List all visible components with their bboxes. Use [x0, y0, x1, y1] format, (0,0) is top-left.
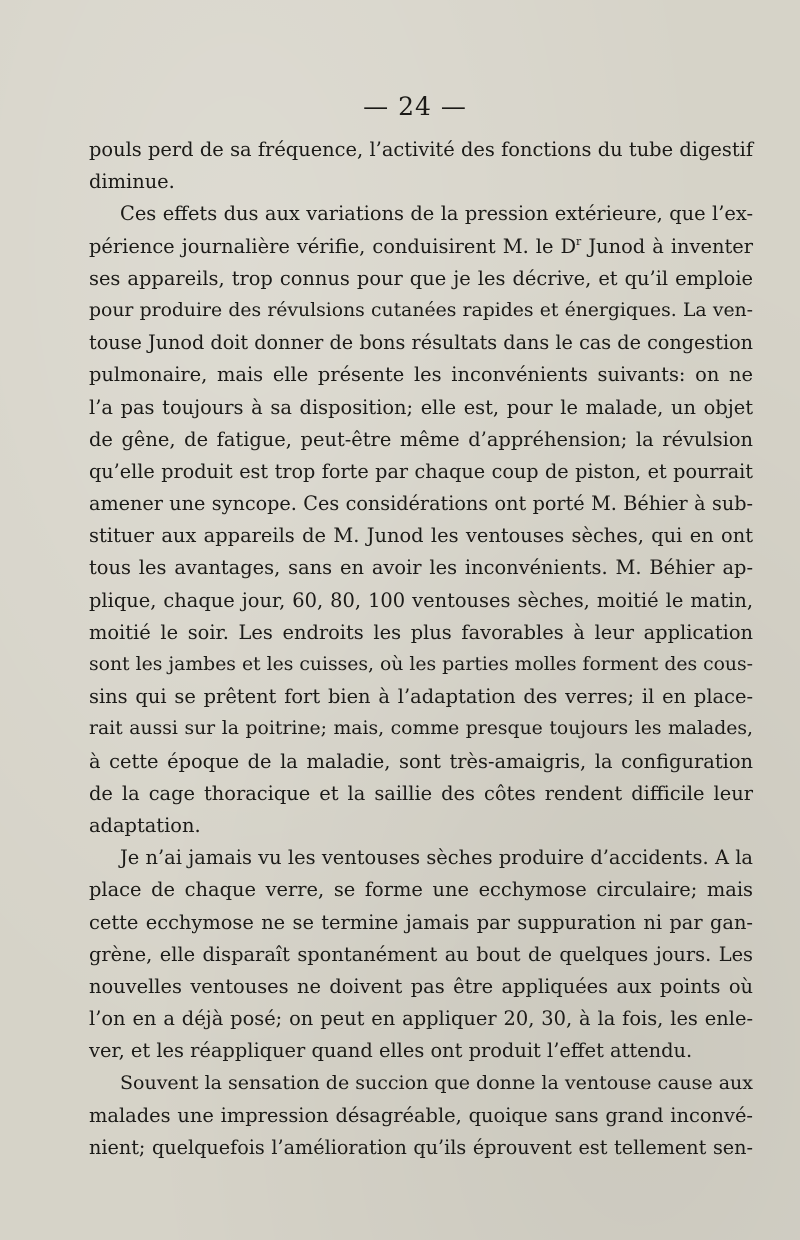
text-line	[89, 746, 753, 778]
text-line-content: Souvent la sensation de succion que donne la ventouse cause aux	[120, 1072, 753, 1095]
text-line	[89, 617, 753, 649]
text-line-content: touse Junod doit donner de bons résultats dans le cas de congestion	[89, 331, 753, 355]
text-line-continuation: Junod à inventer	[581, 234, 753, 258]
text-line	[89, 295, 753, 327]
text-line	[89, 392, 753, 424]
text-line	[89, 263, 753, 295]
text-line-content: plique, chaque jour, 60, 80, 100 ventouses sèches, moitié le matin,	[89, 588, 753, 612]
text-line	[89, 134, 753, 166]
text-line	[89, 1003, 753, 1035]
text-line	[89, 874, 753, 906]
text-line	[89, 488, 753, 520]
text-line-content: malades une impression désagréable, quoique sans grand inconvé-	[89, 1103, 753, 1127]
text-line-content: sins qui se prêtent fort bien à l’adaptation des verres; il en place-	[89, 685, 753, 709]
text-line-content: cette ecchymose ne se termine jamais par suppuration ni par gan-	[89, 910, 753, 934]
text-line	[89, 681, 753, 713]
text-line	[89, 166, 753, 198]
text-line-content: l’on en a déjà posé; on peut en appliquer 20, 30, à la fois, les enle-	[89, 1007, 753, 1031]
text-line-content: diminue.	[89, 170, 175, 194]
text-line	[89, 552, 753, 584]
text-line-content: rait aussi sur la poitrine; mais, comme presque toujours les malades,	[89, 718, 753, 740]
text-line	[89, 971, 753, 1003]
text-line-content: de gêne, de fatigue, peut-être même d’appréhension; la révulsion	[89, 427, 753, 451]
text-line-content: sont les jambes et les cuisses, où les parties molles forment des cous-	[89, 654, 753, 675]
text-line-content: moitié le soir. Les endroits les plus favorables à leur application	[89, 620, 753, 644]
text-line	[89, 198, 753, 230]
text-line	[89, 456, 753, 488]
text-line	[89, 842, 753, 874]
text-line-content: ses appareils, trop connus pour que je les décrive, et qu’il emploie	[89, 266, 753, 290]
text-line	[89, 327, 753, 359]
text-line	[89, 649, 753, 681]
text-line-content: à cette époque de la maladie, sont très-amaigris, la configuration	[89, 749, 753, 773]
text-line	[89, 713, 753, 745]
text-line	[89, 424, 753, 456]
text-line	[89, 1132, 753, 1164]
text-line-content: de la cage thoracique et la saillie des côtes rendent difficile leur	[89, 781, 753, 805]
text-line-content: pulmonaire, mais elle présente les inconvénients suivants: on ne	[89, 363, 753, 387]
text-line-content: amener une syncope. Ces considérations ont porté M. Béhier à sub-	[89, 492, 753, 516]
superscript: r	[576, 234, 582, 248]
text-line	[89, 231, 753, 263]
text-line	[89, 1035, 753, 1067]
text-line	[89, 520, 753, 552]
text-line-content: qu’elle produit est trop forte par chaque coup de piston, et pourrait	[89, 459, 753, 483]
text-line-content: pouls perd de sa fréquence, l’activité des fonctions du tube digestif	[89, 138, 753, 161]
text-line-content: nient; quelquefois l’amélioration qu’ils éprouvent est tellement sen-	[89, 1135, 753, 1159]
body-text	[89, 134, 753, 1164]
text-line-content: périence journalière vérifie, conduisirent M. le D	[89, 234, 577, 258]
text-line-content: grène, elle disparaît spontanément au bout de quelques jours. Les	[89, 942, 753, 966]
text-line	[89, 359, 753, 391]
text-line	[89, 810, 753, 842]
text-line-content: nouvelles ventouses ne doivent pas être appliquées aux points où	[89, 974, 753, 998]
text-line	[89, 585, 753, 617]
text-line-content: ver, et les réappliquer quand elles ont produit l’effet attendu.	[89, 1039, 693, 1063]
text-line-content: place de chaque verre, se forme une ecchymose circulaire; mais	[89, 878, 753, 902]
text-line-content: l’a pas toujours à sa disposition; elle est, pour le malade, un objet	[89, 395, 753, 419]
page-number: — 24 —	[363, 92, 467, 121]
text-line-content: adaptation.	[89, 813, 201, 837]
text-line-content: pour produire des révulsions cutanées rapides et énergiques. La ven-	[89, 299, 753, 321]
text-line	[89, 1067, 753, 1099]
text-line-content: tous les avantages, sans en avoir les inconvénients. M. Béhier ap-	[89, 556, 753, 580]
text-line-content: stituer aux appareils de M. Junod les ventouses sèches, qui en ont	[89, 524, 753, 548]
text-line	[89, 907, 753, 939]
text-line	[89, 1100, 753, 1132]
text-line-content: Ces effets dus aux variations de la pression extérieure, que l’ex-	[120, 202, 753, 226]
text-line-content: Je n’ai jamais vu les ventouses sèches produire d’accidents. A la	[120, 846, 753, 870]
text-line	[89, 778, 753, 810]
text-line	[89, 939, 753, 971]
